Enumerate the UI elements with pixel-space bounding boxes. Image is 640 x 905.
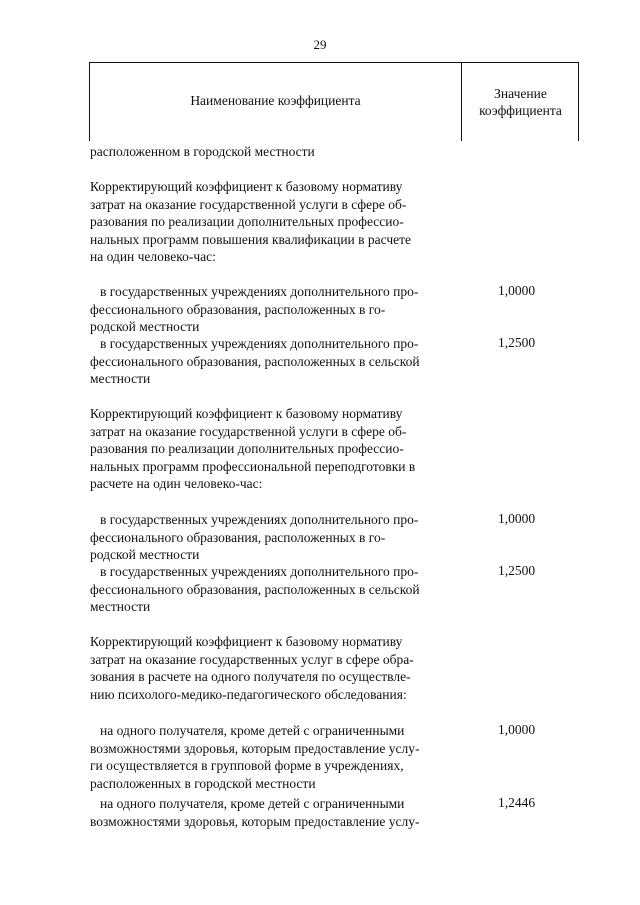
block1-heading-line: на один человеко-час: [90, 249, 216, 264]
block3-heading-line: затрат на оказание государственных услуг в сфере обра- [90, 651, 414, 667]
row-line: родской местности [90, 319, 200, 334]
block2-heading [90, 405, 460, 493]
row-line: расположенных в городской местности [90, 775, 316, 791]
block2-heading-line: затрат на оказание государственной услуги в сфере об- [90, 423, 407, 439]
block3-heading-line: нию психолого-медико-педагогического обследования: [90, 686, 407, 702]
block1-row2-text [90, 335, 460, 388]
block2-row2-text [90, 563, 460, 616]
row-line: фессионального образования, расположенных в сельской [90, 581, 420, 597]
header-value-line1: Значение [494, 86, 547, 101]
block3-heading-line: Корректирующий коэффициент к базовому нормативу [90, 634, 403, 649]
block1-row2-value: 1,2500 [498, 335, 536, 350]
block1-row1-text [90, 283, 460, 336]
row-line: фессионального образования, расположенных в го- [90, 529, 386, 545]
row-line: родской местности [90, 547, 200, 562]
page-number: 29 [313, 37, 327, 52]
block3-row2-text [90, 795, 460, 830]
block2-heading-line: нальных программ профессиональной переподготовки в [90, 458, 416, 474]
block1-heading-line: нальных программ повышения квалификации в расчете [90, 231, 412, 247]
block3-row2-value: 1,2446 [498, 795, 536, 810]
block2-heading-line: разования по реализации дополнительных профессио- [90, 441, 404, 456]
header-value-column [462, 85, 579, 119]
block1-row1-value: 1,0000 [498, 283, 536, 298]
row-line: местности [90, 599, 151, 614]
block3-row1-value: 1,0000 [498, 722, 536, 737]
row-line: ги осуществляется в групповой форме в учреждениях, [90, 758, 404, 773]
row-line: фессионального образования, расположенных в го- [90, 301, 386, 317]
header-value-line2: коэффициента [479, 103, 562, 118]
row-line: на одного получателя, кроме детей с ограниченными [100, 723, 405, 738]
block3-heading-line: зования в расчете на одного получателя по осуществле- [90, 669, 411, 684]
block1-heading-line: Корректирующий коэффициент к базовому нормативу [90, 179, 403, 194]
block2-heading-line: расчете на один человеко-час: [90, 476, 263, 491]
table-header [89, 62, 579, 141]
row-line: в государственных учреждениях дополнительного про- [100, 284, 419, 299]
block2-row1-text [90, 511, 460, 564]
continuation-text: расположенном в городской местности [90, 144, 315, 159]
block3-row1-text [90, 722, 460, 792]
block1-heading [90, 178, 460, 266]
row-line: на одного получателя, кроме детей с ограниченными [100, 796, 405, 811]
block3-heading [90, 633, 460, 703]
row-line: возможностями здоровья, которым предоставление услу- [90, 740, 420, 756]
row-line: в государственных учреждениях дополнительного про- [100, 512, 419, 527]
block2-heading-line: Корректирующий коэффициент к базовому нормативу [90, 406, 403, 421]
row-line: в государственных учреждениях дополнительного про- [100, 564, 419, 579]
row-line: местности [90, 371, 151, 386]
block2-row1-value: 1,0000 [498, 511, 536, 526]
block1-heading-line: затрат на оказание государственной услуги в сфере об- [90, 196, 407, 212]
row-line: фессионального образования, расположенных в сельской [90, 353, 420, 369]
block1-heading-line: разования по реализации дополнительных профессио- [90, 214, 404, 229]
header-name-column: Наименование коэффициента [190, 93, 361, 108]
block2-row2-value: 1,2500 [498, 563, 536, 578]
row-line: возможностями здоровья, которым предоставление услу- [90, 813, 420, 829]
row-line: в государственных учреждениях дополнительного про- [100, 336, 419, 351]
